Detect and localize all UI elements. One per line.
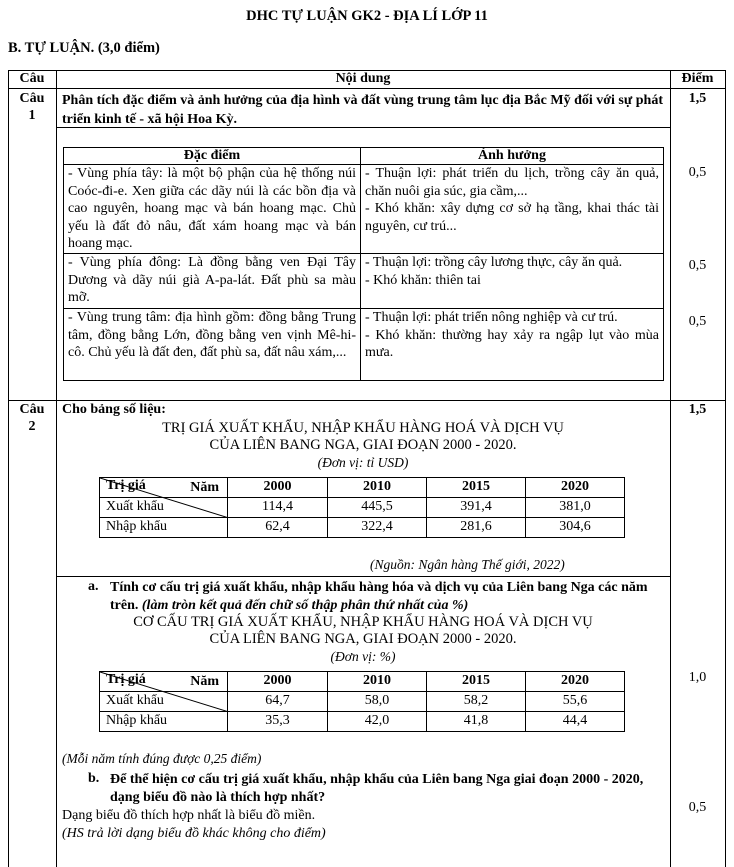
part-a-footnote: (Mỗi năm tính đúng được 0,25 điểm) — [62, 751, 262, 766]
part-a-score: 1,0 — [688, 670, 707, 685]
table2-title: CƠ CẤU TRỊ GIÁ XUẤT KHẨU, NHẬP KHẨU HÀNG HOÁ VÀ DỊCH VỤ CỦA LIÊN BANG NGA, GIAI ĐOẠN 2000 - 2020. (Đơn vị: %) — [133, 614, 593, 664]
header-noi-dung: Nội dung — [335, 71, 391, 86]
effect-central: - Thuận lợi: phát triển nông nghiệp và cư trú. - Khó khăn: thường hay xảy ra ngập lụt vào mùa mưa. — [361, 309, 664, 381]
q1-label: Câu 1 — [19, 91, 45, 123]
year-col: 2010 — [328, 672, 427, 692]
table1-title: TRỊ GIÁ XUẤT KHẨU, NHẬP KHẨU HÀNG HOÁ VÀ DỊCH VỤ CỦA LIÊN BANG NGA, GIAI ĐOẠN 2000 - 2020. (Đơn vị: tỉ USD) — [162, 420, 564, 470]
col-feature-header: Đặc điểm — [64, 148, 361, 165]
table2 — [99, 671, 625, 732]
year-col: 2020 — [526, 478, 625, 498]
part-b-label: b. — [88, 771, 100, 786]
part-a-label: a. — [88, 579, 99, 594]
effect-east: - Thuận lợi: trồng cây lương thực, cây ăn quả. - Khó khăn: thiên tai — [361, 254, 664, 309]
part-b-question: Để thể hiện cơ cấu trị giá xuất khẩu, nhập khẩu của Liên bang Nga giai đoạn 2000 - 2020, dạng biểu đồ nào là thích hợp nhất? — [110, 772, 644, 805]
part-b-answer: Dạng biểu đồ thích hợp nhất là biểu đồ miền. — [62, 808, 316, 823]
section-heading: B. TỰ LUẬN. (3,0 điểm) — [8, 40, 160, 56]
table-row: Nhập khẩu 62,4 322,4 281,6 304,6 — [100, 518, 625, 538]
year-col: 2010 — [328, 478, 427, 498]
year-col: 2015 — [427, 672, 526, 692]
year-col: 2020 — [526, 672, 625, 692]
header-cau: Câu — [19, 71, 45, 86]
q1-row3-score: 0,5 — [688, 314, 707, 329]
table1 — [99, 477, 625, 538]
table-row — [64, 165, 664, 254]
q2-label: Câu 2 — [19, 402, 45, 434]
part-b-score: 0,5 — [688, 800, 707, 815]
table-row: Nhập khẩu 35,3 42,0 41,8 44,4 — [100, 712, 625, 732]
year-col: 2015 — [427, 478, 526, 498]
q1-row2-score: 0,5 — [688, 258, 707, 273]
table-row — [64, 309, 664, 381]
effect-west: - Thuận lợi: phát triển du lịch, trồng cây ăn quả, chăn nuôi gia súc, gia cầm,... - Khó khăn: xây dựng cơ sở hạ tầng, khai thác tài nguyên, cư trú... — [361, 165, 664, 254]
feature-east: - Vùng phía đông: Là đồng bằng ven Đại Tây Dương và dãy núi già A-pa-lát. Đất phù sa màu mỡ. — [64, 254, 361, 309]
q1-score: 1,5 — [688, 91, 707, 106]
q2-intro: Cho bảng số liệu: — [62, 402, 166, 417]
table-row: Xuất khẩu 114,4 445,5 391,4 381,0 — [100, 498, 625, 518]
feature-central: - Vùng trung tâm: địa hình gồm: đồng bằng Trung tâm, đồng bằng Lớn, đồng bằng ven vịnh Mê-hi-cô. Chủ yếu là đất đen, đất phù sa, đất nâu xám,... — [64, 309, 361, 381]
page-title: DHC TỰ LUẬN GK2 - ĐỊA LÍ LỚP 11 — [246, 8, 488, 24]
q1-row1-score: 0,5 — [688, 165, 707, 180]
feature-west: - Vùng phía tây: là một bộ phận của hệ thống núi Coóc-đi-e. Xen giữa các dãy núi là các bồn địa và cao nguyên, hoang mạc và bán hoang mạc. Chủ yếu là đất đỏ nâu, đất xám hoang mạc và bán hoang mạc. — [64, 165, 361, 254]
year-col: 2000 — [228, 672, 328, 692]
table2-corner: Năm Trị giá — [100, 672, 228, 692]
table-row — [64, 254, 664, 309]
part-a-question: Tính cơ cấu trị giá xuất khẩu, nhập khẩu hàng hóa và dịch vụ của Liên bang Nga các năm trên. (làm tròn kết quả đến chữ số thập phân thứ nhất của %) — [110, 580, 648, 613]
part-b-note: (HS trả lời dạng biểu đồ khác không cho điểm) — [62, 826, 326, 841]
year-col: 2000 — [228, 478, 328, 498]
header-diem: Điểm — [681, 71, 714, 86]
col-effect-header: Ảnh hưởng — [361, 148, 664, 165]
table1-corner: Năm Trị giá — [100, 478, 228, 498]
table-row: Xuất khẩu 64,7 58,0 58,2 55,6 — [100, 692, 625, 712]
q1-question: Phân tích đặc điểm và ảnh hưởng của địa hình và đất vùng trung tâm lục địa Bắc Mỹ đối với sự phát triển kinh tế - xã hội Hoa Kỳ. — [62, 93, 663, 127]
q2-score: 1,5 — [688, 402, 707, 417]
table1-source: (Nguồn: Ngân hàng Thế giới, 2022) — [370, 557, 565, 572]
q1-feature-table — [63, 147, 664, 381]
